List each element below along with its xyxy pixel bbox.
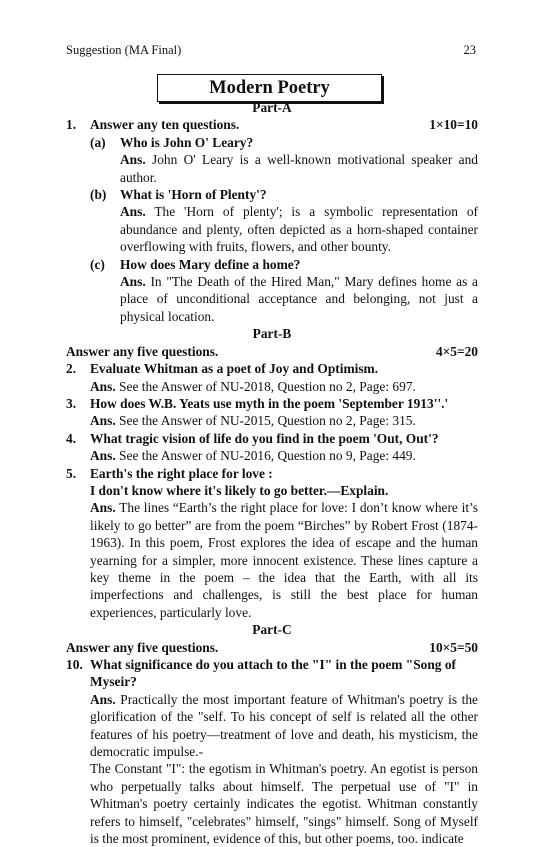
marks-label: 10×5=50 xyxy=(429,639,478,655)
question-text: How does W.B. Yeats use myth in the poem 'September 1913''.' xyxy=(90,395,449,411)
question-instruction: Answer any ten questions. xyxy=(90,117,240,133)
sub-question-text: What is 'Horn of Plenty'? xyxy=(120,187,267,203)
question-number: 10. xyxy=(66,657,83,672)
sub-label: (c) xyxy=(90,256,105,272)
question-text: Evaluate Whitman as a poet of Joy and Optimism. xyxy=(90,361,379,377)
part-c-heading: Part-C xyxy=(252,622,292,638)
chapter-title: Modern Poetry xyxy=(157,74,382,102)
answer-text: See the Answer of NU-2016, Question no 9, Page: 449. xyxy=(119,448,416,464)
question-number: 4. xyxy=(66,430,77,446)
part-b-instruction-row xyxy=(66,343,478,360)
answer-text: The 'Horn of plenty'; is a symbolic representation of abundance and plenty, often depicted as a horn-shaped container overflowing with fruits, flowers, and other bounty. xyxy=(120,204,478,255)
answer-label: Ans. xyxy=(90,448,116,464)
answer-label: Ans. xyxy=(120,152,146,168)
answer-label: Ans. xyxy=(90,413,116,429)
question-1 xyxy=(66,116,478,133)
answer-text: Practically the most important feature of Whitman's poetry is the glorification of the "self. To his concept of self is related all the other features of his poetry—treatment of love and death, his mysticism, the democratic impulse.- xyxy=(90,691,478,760)
answer-label: Ans. xyxy=(90,378,116,394)
answer-3 xyxy=(66,412,478,429)
answer-10 xyxy=(66,691,478,761)
sub-question-c xyxy=(66,256,478,273)
question-number: 3. xyxy=(66,395,77,411)
answer-label: Ans. xyxy=(120,274,146,290)
answer-10-paragraph-2: The Constant "I": the egotism in Whitman's poetry. An egotist is person who perpetually talks about himself. The perpetual use of "I" in Whitman's poetry certainly indicates the egotist. Whitman constantly refers to himself, "celebrates" himself, "sings" himself. Song of Myself is the most prominent, evidence of this, but other poems, too. indicate xyxy=(90,761,478,847)
answer-text: The lines “Earth’s the right place for love: I don’t know where it’s likely to go better” are from the poem “Birches” by Robert Frost (1874-1963). In this poem, Frost explores the idea of escape and the human yearning for a simpler, more innocent existence. These lines capture a key theme in the poem – the idea that the Earth, with all its imperfections and challenges, is still the best place for human experiences, particularly love. xyxy=(90,500,478,620)
sub-label: (a) xyxy=(90,134,106,150)
answer-5 xyxy=(66,499,478,621)
question-number: 2. xyxy=(66,361,77,377)
part-a-heading: Part-A xyxy=(252,100,292,115)
answer-text: See the Answer of NU-2015, Question no 2, Page: 315. xyxy=(119,413,416,429)
answer-label: Ans. xyxy=(90,691,116,707)
sub-label: (b) xyxy=(90,187,107,203)
question-10 xyxy=(66,656,478,691)
question-number: 1. xyxy=(66,117,77,133)
sub-question-text: Who is John O' Leary? xyxy=(120,134,254,150)
question-2 xyxy=(66,360,478,377)
answer-c xyxy=(66,273,478,325)
answer-4 xyxy=(66,447,478,464)
answer-label: Ans. xyxy=(90,500,116,516)
answer-label: Ans. xyxy=(120,204,146,220)
answer-b xyxy=(66,203,478,255)
sub-question-b xyxy=(66,186,478,203)
section-instruction: Answer any five questions. xyxy=(66,343,219,359)
question-3 xyxy=(66,395,478,412)
question-4 xyxy=(66,430,478,447)
section-instruction: Answer any five questions. xyxy=(66,639,219,655)
question-text: What tragic vision of life do you find in the poem 'Out, Out'? xyxy=(90,430,439,446)
running-header: Suggestion (MA Final) xyxy=(66,43,182,57)
page-header xyxy=(66,42,476,59)
answer-2 xyxy=(66,378,478,395)
marks-label: 1×10=10 xyxy=(429,117,478,133)
question-text: Earth's the right place for love : xyxy=(90,465,273,481)
part-c-instruction-row xyxy=(66,639,478,656)
answer-a xyxy=(66,151,478,186)
question-number: 5. xyxy=(66,465,77,481)
page-content xyxy=(66,99,478,847)
sub-question-a xyxy=(66,134,478,151)
part-b-heading: Part-B xyxy=(252,326,292,342)
question-5-line-2: I don't know where it's likely to go better.—Explain. xyxy=(90,482,389,498)
answer-text: John O' Leary is a well-known motivational speaker and author. xyxy=(120,152,478,185)
sub-question-text: How does Mary define a home? xyxy=(120,256,301,272)
answer-text: In "The Death of the Hired Man," Mary defines home as a place of unconditional acceptance and belonging, not just a physical location. xyxy=(120,274,478,324)
answer-text: See the Answer of NU-2018, Question no 2, Page: 697. xyxy=(119,378,416,394)
marks-label: 4×5=20 xyxy=(435,343,478,359)
page-number: 23 xyxy=(463,43,476,57)
question-5 xyxy=(66,465,478,482)
question-text: What significance do you attach to the "I" in the poem "Song of Myseir? xyxy=(90,657,457,690)
